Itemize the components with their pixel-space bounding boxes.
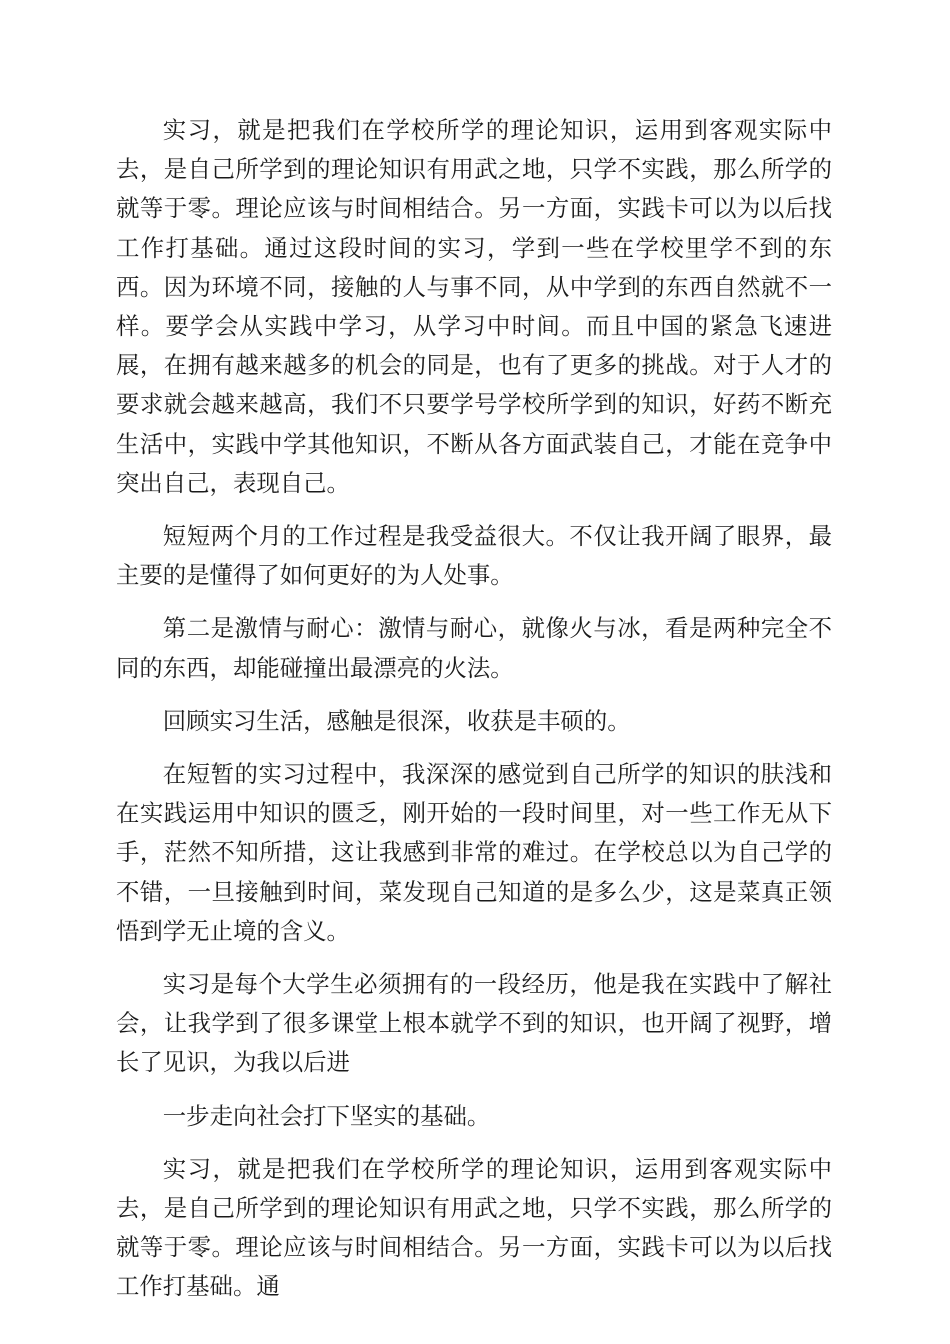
paragraph: 第二是激情与耐心：激情与耐心，就像火与冰，看是两种完全不同的东西，却能碰撞出最漂亮的火法。 (116, 614, 832, 682)
paragraph: 回顾实习生活，感触是很深，收获是丰硕的。 (162, 706, 631, 735)
document-body (116, 111, 832, 1307)
paragraph: 在短暂的实习过程中，我深深的感觉到自己所学的知识的肤浅和在实践运用中知识的匮乏，刚开始的一段时间里，对一些工作无从下手，茫然不知所措，这让我感到非常的难过。在学校总以为自己学的不错，一旦接触到时间，菜发现自己知道的是多么少，这是菜真正领悟到学无止境的含义。 (116, 760, 832, 945)
paragraph: 实习，就是把我们在学校所学的理论知识，运用到客观实际中去，是自己所学到的理论知识有用武之地，只学不实践，那么所学的就等于零。理论应该与时间相结合。另一方面，实践卡可以为以后找工作打基础。通 (116, 1154, 832, 1301)
paragraph: 一步走向社会打下坚实的基础。 (162, 1101, 491, 1130)
paragraph: 短短两个月的工作过程是我受益很大。不仅让我开阔了眼界，最主要的是懂得了如何更好的为人处事。 (116, 522, 832, 590)
paragraph: 实习是每个大学生必须拥有的一段经历，他是我在实践中了解社会，让我学到了很多课堂上根本就学不到的知识，也开阔了视野，增长了见识，为我以后进 (116, 970, 832, 1077)
paragraph: 实习，就是把我们在学校所学的理论知识，运用到客观实际中去，是自己所学到的理论知识有用武之地，只学不实践，那么所学的就等于零。理论应该与时间相结合。另一方面，实践卡可以为以后找工作打基础。通过这段时间的实习，学到一些在学校里学不到的东西。因为环境不同，接触的人与事不同，从中学到的东西自然就不一样。要学会从实践中学习，从学习中时间。而且中国的紧急飞速进展，在拥有越来越多的机会的同是，也有了更多的挑战。对于人才的要求就会越来越高，我们不只要学号学校所学到的知识，好药不断充生活中，实践中学其他知识，不断从各方面武装自己，才能在竞争中突出自己，表现自己。 (116, 116, 832, 497)
